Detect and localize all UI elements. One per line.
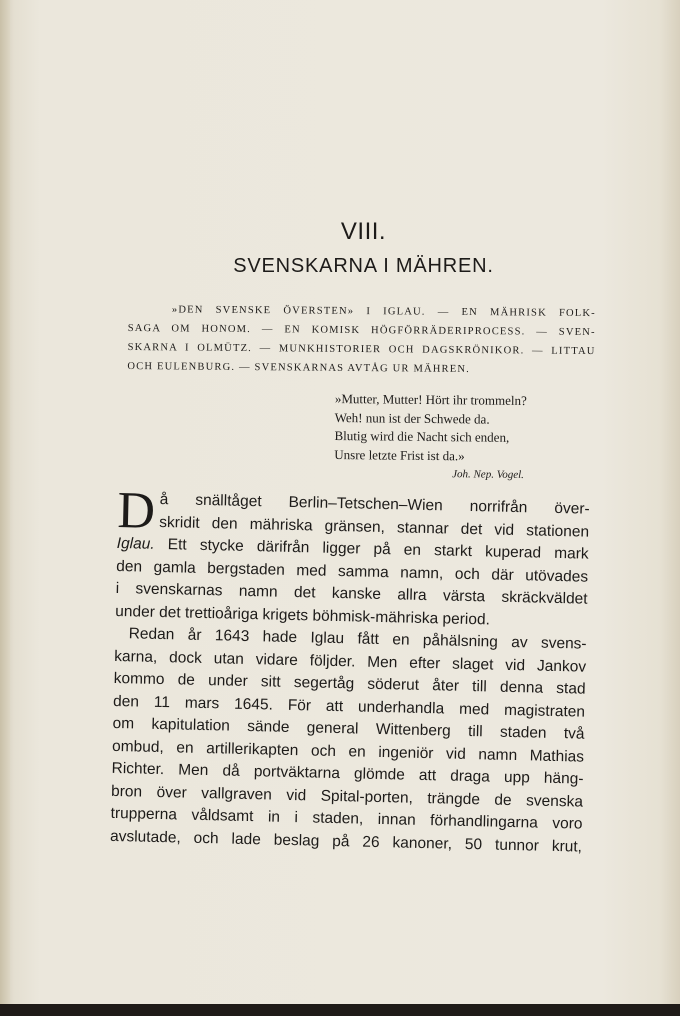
summary-line: SKARNA I OLMÜTZ. — MUNKHISTORIER OCH DAGSKRÖNIKOR. — LITTAU xyxy=(127,341,596,358)
body-line: under det trettioåriga krigets böhmisk-mähriska period. xyxy=(115,602,491,628)
chapter-summary xyxy=(127,300,596,380)
body-line: i svenskarnas namn det kanske allra värsta skräckväldet xyxy=(115,579,588,608)
chapter-number: VIII. xyxy=(340,218,387,245)
body-text xyxy=(109,482,590,859)
chapter-title: SVENSKARNA I MÄHREN. xyxy=(233,255,494,277)
epigraph-author: Joh. Nep. Vogel. xyxy=(452,468,524,481)
body-line: ombud, en artillerikapten och en ingeniör vid namn Mathias xyxy=(111,737,585,766)
body-line: Redan år 1643 hade Iglau fått en påhälsning av svens- xyxy=(128,625,587,653)
epigraph-line: Unsre letzte Frist ist da.» xyxy=(334,446,465,463)
body-line: den 11 mars 1645. För att underhandla med magistraten xyxy=(112,692,586,721)
body-line: om kapitulation sände general Wittenberg till staden två xyxy=(112,714,585,743)
epigraph-line: »Mutter, Mutter! Hört ihr trommeln? xyxy=(334,390,527,409)
body-line-rest: Ett stycke därifrån ligger på en starkt kuperad mark xyxy=(154,535,589,563)
page-bottom-edge xyxy=(0,1004,680,1016)
body-line: avslutade, och lade beslag på 26 kanoner, 50 tunnor krut, xyxy=(109,827,583,856)
body-line: den gamla bergstaden med samma namn, och där utövades xyxy=(116,557,589,586)
epigraph-line: Blutig wird die Nacht sich enden, xyxy=(334,427,510,445)
epigraph-line: Weh! nun ist der Schwede da. xyxy=(334,409,490,427)
body-line: å snälltåget Berlin–Tetschen–Wien norrifrån över- xyxy=(159,490,590,518)
place-name-iglau: Iglau. xyxy=(116,534,155,553)
summary-line: OCH EULENBURG. — SVENSKARNAS AVTÅG UR MÄHREN. xyxy=(127,360,471,375)
epigraph xyxy=(334,390,605,485)
body-line: kommo de under sitt segertåg söderut åter till denna stad xyxy=(113,669,586,698)
body-line: karna, dock utan vidare följder. Men efter slaget vid Jankov xyxy=(113,647,587,676)
body-line: Richter. Men då portväktarna glömde att draga upp häng- xyxy=(111,759,584,788)
drop-cap: D xyxy=(116,482,156,540)
summary-line: »DEN SVENSKE ÖVERSTEN» I IGLAU. — EN MÄHRISK FOLK- xyxy=(171,304,596,320)
body-line: trupperna våldsamt in i staden, innan förhandlingarna voro xyxy=(110,804,583,833)
summary-line: SAGA OM HONOM. — EN KOMISK HÖGFÖRRÄDERIPROCESS. — SVEN- xyxy=(127,322,596,339)
body-line: bron över vallgraven vid Spital-porten, trängde de svenska xyxy=(110,782,584,811)
body-line: skridit den mähriska gränsen, stannar det vid stationen xyxy=(159,513,590,541)
